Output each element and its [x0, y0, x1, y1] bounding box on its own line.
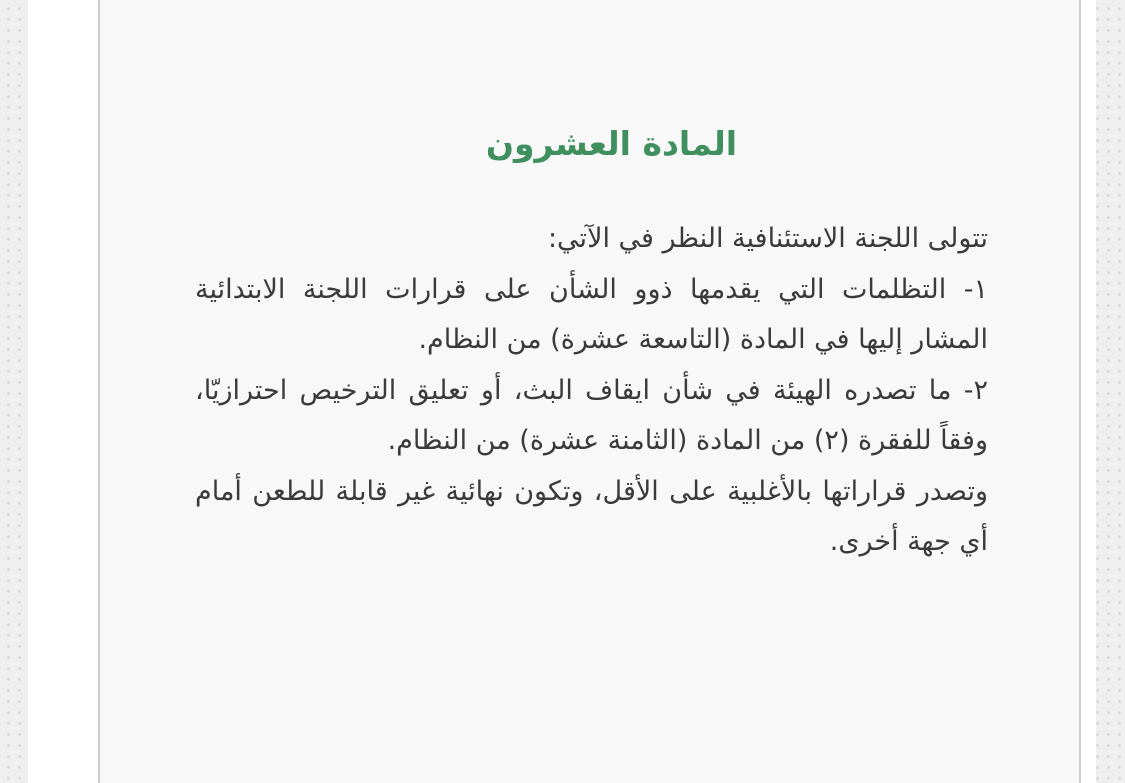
document-page: [98, 0, 1081, 783]
article-intro: تتولى اللجنة الاستئنافية النظر في الآتي:: [547, 223, 988, 254]
article-title: المادة العشرون: [485, 124, 738, 163]
article-clause-2: ٢- ما تصدره الهيئة في شأن ايقاف البث، أو تعليق الترخيص احترازيّا، وفقاً للفقرة (٢) من المادة (الثامنة عشرة) من النظام.: [195, 374, 988, 456]
page-outer-frame: [28, 0, 1096, 783]
article-closing: وتصدر قراراتها بالأغلبية على الأقل، وتكون نهائية غير قابلة للطعن أمام أي جهة أخرى.: [195, 475, 988, 557]
article-clause-1: ١- التظلمات التي يقدمها ذوو الشأن على قرارات اللجنة الابتدائية المشار إليها في المادة (التاسعة عشرة) من النظام.: [195, 273, 988, 355]
article-body: [195, 214, 988, 568]
